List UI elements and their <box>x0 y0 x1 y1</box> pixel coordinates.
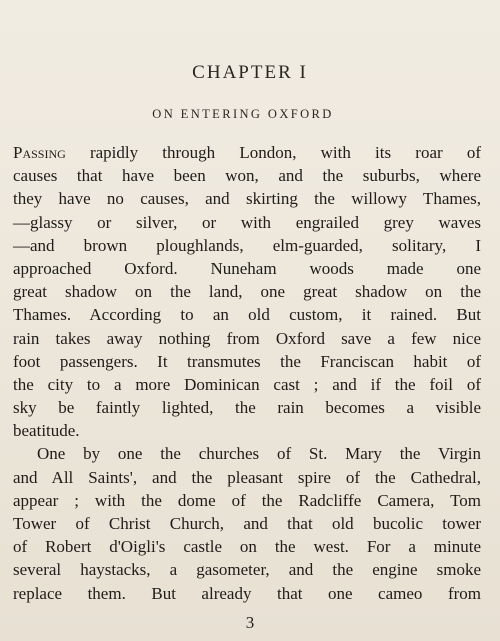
chapter-subtitle: ON ENTERING OXFORD <box>152 107 334 121</box>
text-line: replace them. But already that one cameo from <box>13 583 481 603</box>
text-line: beatitude. <box>13 421 80 441</box>
text-line: approached Oxford. Nuneham woods made one <box>13 258 481 278</box>
text-line: and All Saints', and the pleasant spire of the Cathedral, <box>13 467 481 487</box>
text-line: Thames. According to an old custom, it rained. But <box>13 305 481 325</box>
page-number: 3 <box>245 613 255 632</box>
text-line: foot passengers. It transmutes the Franciscan habit of <box>13 351 481 371</box>
text-line: several haystacks, a gasometer, and the engine smoke <box>13 560 481 580</box>
text-line: of Robert d'Oigli's castle on the west. For a minute <box>13 537 481 557</box>
text-line: great shadow on the land, one great shadow on the <box>13 282 481 302</box>
text-line: —glassy or silver, or with engrailed grey waves <box>13 212 481 232</box>
text-line: Tower of Christ Church, and that old bucolic tower <box>13 514 481 533</box>
chapter-title: CHAPTER I <box>192 62 308 83</box>
body-text <box>13 141 481 605</box>
text-line: rain takes away nothing from Oxford save a few nice <box>13 328 481 348</box>
text-line: causes that have been won, and the suburbs, where <box>13 166 481 186</box>
text-line: appear ; with the dome of the Radcliffe Camera, Tom <box>13 490 481 510</box>
text-line: One by one the churches of St. Mary the Virgin <box>37 444 481 464</box>
text-line: they have no causes, and skirting the willowy Thames, <box>13 189 481 209</box>
text-line: —and brown ploughlands, elm-guarded, solitary, I <box>13 235 481 255</box>
text-line <box>13 141 481 164</box>
text-line: sky be faintly lighted, the rain becomes a visible <box>13 398 481 418</box>
drop-word: Passing <box>13 143 66 162</box>
text-line: the city to a more Dominican cast ; and if the foil of <box>13 374 481 394</box>
text-line-rest: rapidly through London, with its roar of <box>65 143 481 162</box>
